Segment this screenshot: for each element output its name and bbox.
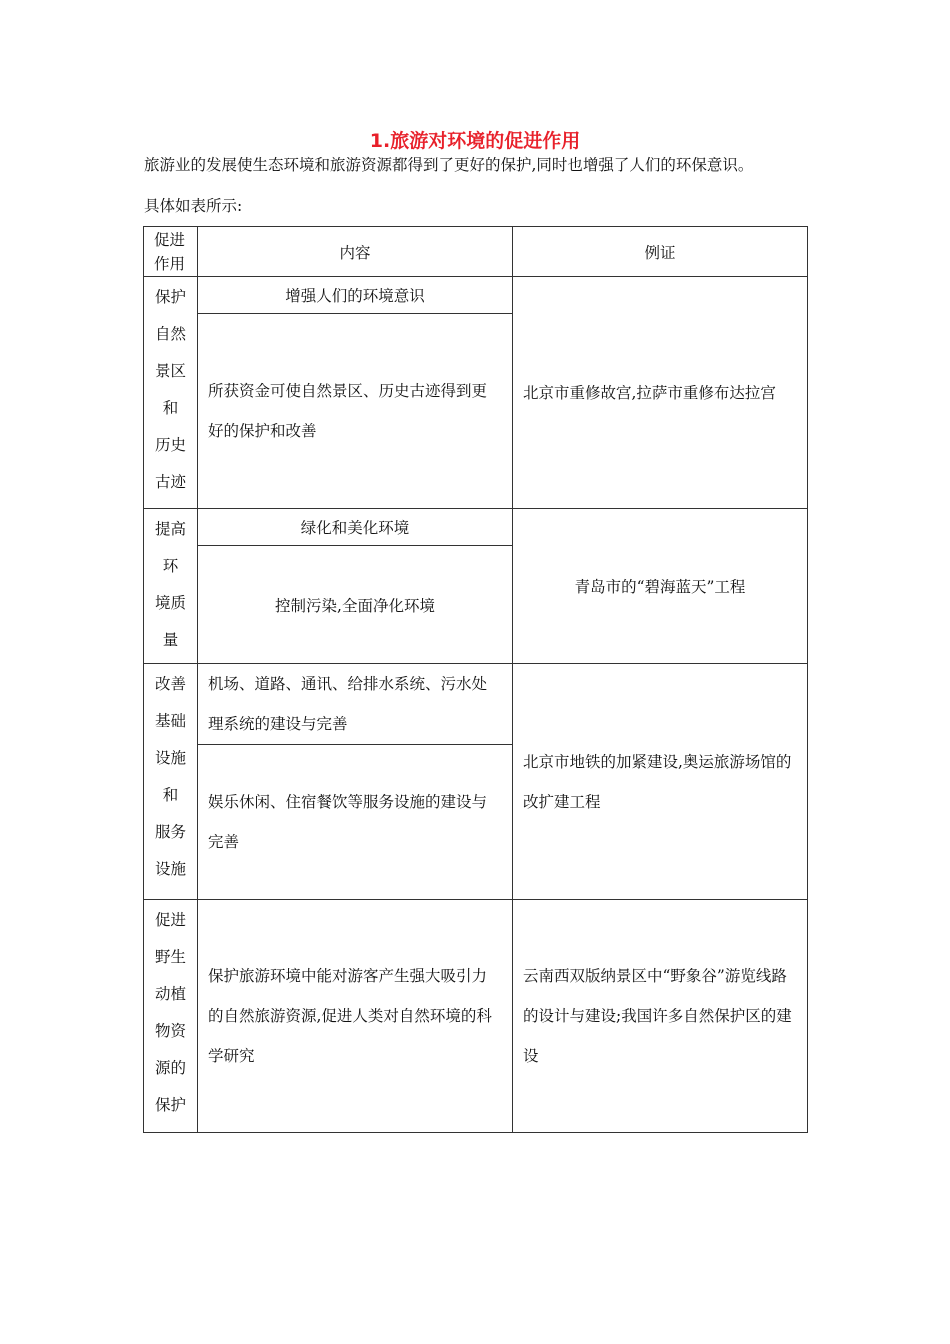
- effect-line: 源的: [154, 1059, 186, 1077]
- effect-line: 保护: [154, 288, 186, 306]
- effect-cell: [144, 509, 198, 664]
- content-cell: 娱乐休闲、住宿餐饮等服务设施的建设与完善: [198, 745, 513, 900]
- effect-line: 设施: [154, 749, 186, 767]
- example-cell: 北京市重修故宫,拉萨市重修布达拉宫: [513, 277, 808, 509]
- effect-line: 提高: [154, 520, 186, 538]
- effect-line: 野生: [154, 948, 186, 966]
- effect-line: 环: [162, 557, 179, 575]
- content-cell: 机场、道路、通讯、给排水系统、污水处理系统的建设与完善: [198, 664, 513, 745]
- effect-line: 基础: [154, 712, 186, 730]
- effect-line: 物资: [154, 1022, 186, 1040]
- effect-line: 历史: [154, 436, 186, 454]
- intro-paragraph-2: 具体如表所示:: [144, 197, 243, 215]
- effect-line: 服务: [154, 823, 186, 841]
- header-effect-line: 促进: [154, 230, 186, 249]
- table-row: [144, 664, 808, 745]
- effect-line: 和: [162, 786, 179, 804]
- content-cell: 所获资金可使自然景区、历史古迹得到更好的保护和改善: [198, 314, 513, 509]
- table-row: [144, 277, 808, 314]
- table-row: [144, 509, 808, 546]
- effect-line: 量: [162, 631, 179, 649]
- effect-line: 自然: [154, 325, 186, 343]
- effect-cell: [144, 664, 198, 900]
- content-cell: 控制污染,全面净化环境: [198, 546, 513, 664]
- effect-line: 和: [162, 399, 179, 417]
- effect-line: 景区: [154, 362, 186, 380]
- table-row: [144, 900, 808, 1133]
- table-header-row: [144, 227, 808, 277]
- content-cell: 绿化和美化环境: [198, 509, 513, 546]
- effect-cell: [144, 900, 198, 1133]
- effect-line: 促进: [154, 911, 186, 929]
- example-cell: 云南西双版纳景区中“野象谷”游览线路的设计与建设;我国许多自然保护区的建设: [513, 900, 808, 1133]
- header-example: 例证: [513, 227, 808, 277]
- content-cell: 保护旅游环境中能对游客产生强大吸引力的自然旅游资源,促进人类对自然环境的科学研究: [198, 900, 513, 1133]
- section-title: 1.旅游对环境的促进作用: [369, 130, 581, 152]
- effect-line: 保护: [154, 1096, 186, 1114]
- effect-line: 古迹: [154, 473, 186, 491]
- effects-table: [143, 226, 808, 1133]
- header-content: 内容: [198, 227, 513, 277]
- example-cell: 青岛市的“碧海蓝天”工程: [513, 509, 808, 664]
- effect-line: 动植: [154, 985, 186, 1003]
- intro-paragraph: 旅游业的发展使生态环境和旅游资源都得到了更好的保护,同时也增强了人们的环保意识。: [144, 156, 754, 174]
- effect-cell: [144, 277, 198, 509]
- effect-line: 境质: [154, 594, 186, 612]
- content-cell: 增强人们的环境意识: [198, 277, 513, 314]
- effect-line: 改善: [154, 675, 186, 693]
- effect-line: 设施: [154, 860, 186, 878]
- header-effect-line: 作用: [154, 254, 186, 273]
- example-cell: 北京市地铁的加紧建设,奥运旅游场馆的改扩建工程: [513, 664, 808, 900]
- header-effect: [144, 227, 198, 277]
